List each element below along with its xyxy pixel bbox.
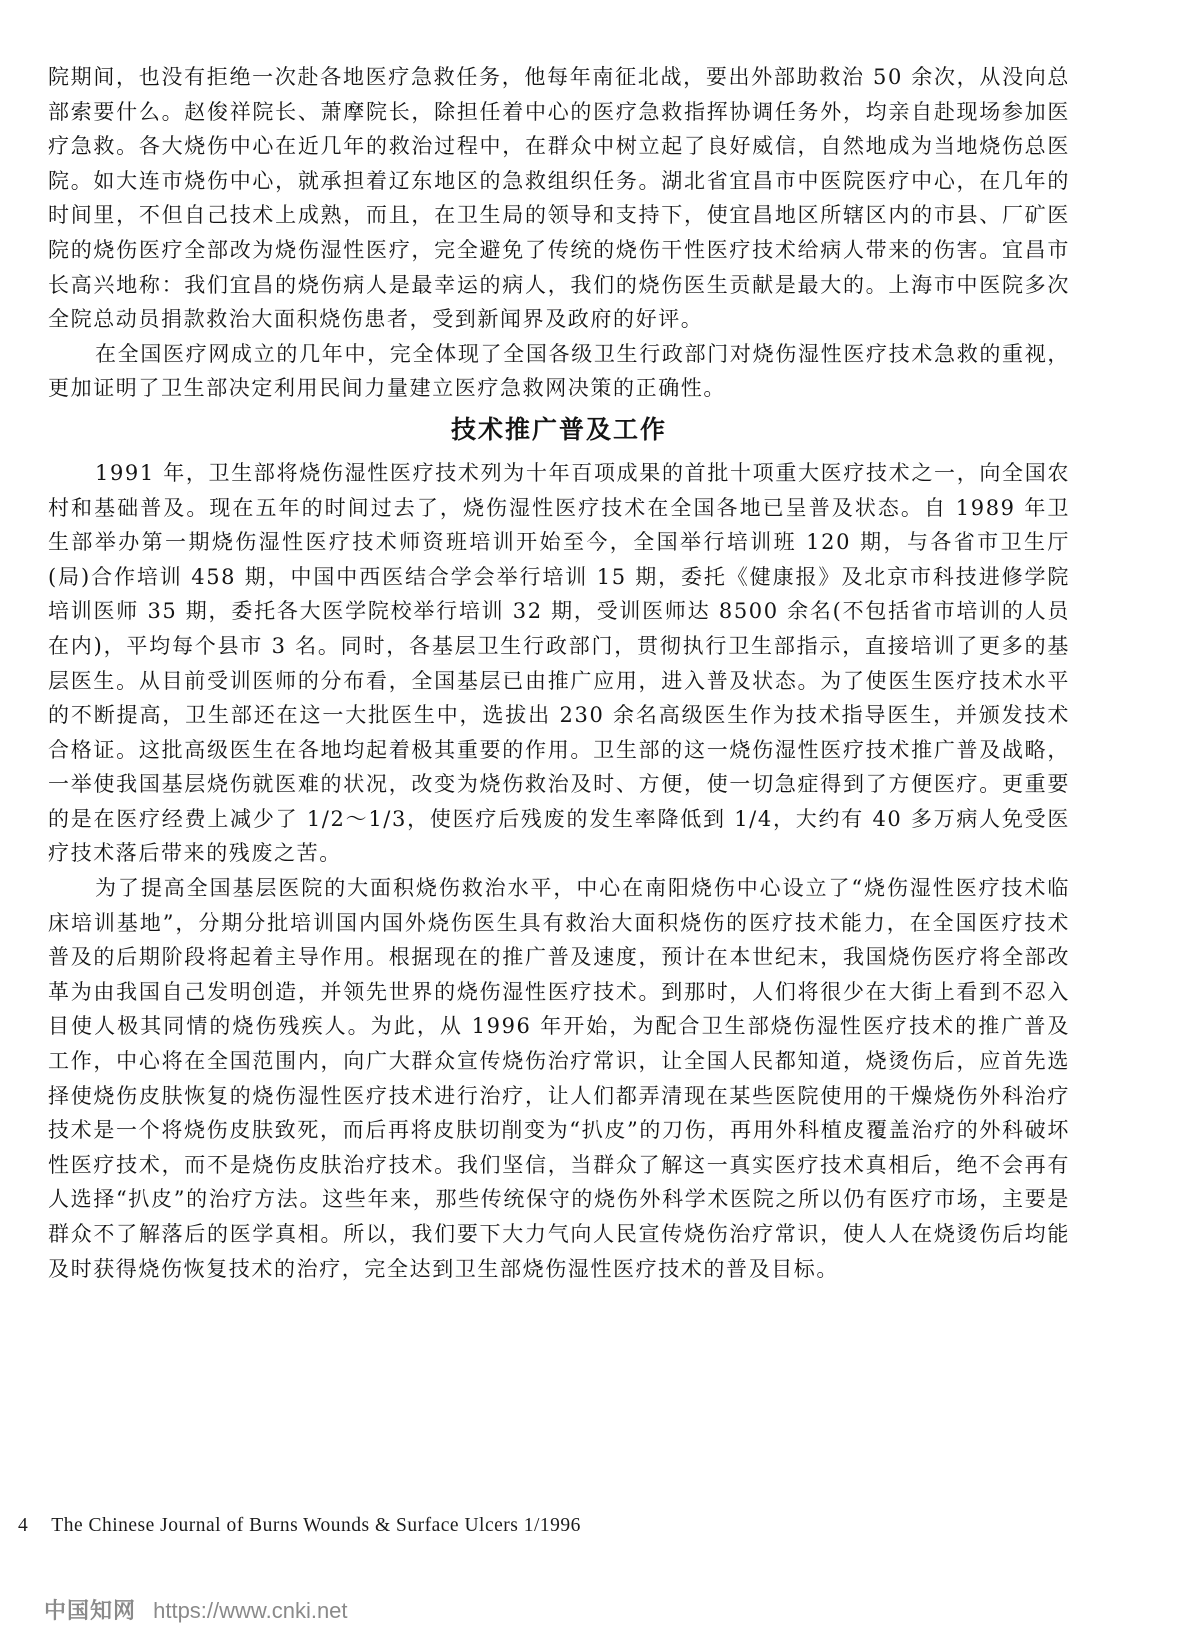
paragraph: 1991 年，卫生部将烧伤湿性医疗技术列为十年百项成果的首批十项重大医疗技术之一，向全国农村和基础普及。现在五年的时间过去了，烧伤湿性医疗技术在全国各地已呈普及状态。自 1989 年卫生部举办第一期烧伤湿性医疗技术师资班培训开始至今，全国举行培训班 120 期，与各省市卫生厅(局)合作培训 458 期，中国中西医结合学会举行培训 15 期，委托《健康报》及北京市科技进修学院培训医师 35 期，委托各大医学院校举行培训 32 期，受训医师达 8500 余名(不包括省市培训的人员在内)，平均每个县市 3 名。同时，各基层卫生行政部门，贯彻执行卫生部指示，直接培训了更多的基层医生。从目前受训医师的分布看，全国基层已由推广应用，进入普及状态。为了使医生医疗技术水平的不断提高，卫生部还在这一大批医生中，选拔出 230 余名高级医生作为技术指导医生，并颁发技术合格证。这批高级医生在各地均起着极其重要的作用。卫生部的这一烧伤湿性医疗技术推广普及战略，一举使我国基层烧伤就医难的状况，改变为烧伤救治及时、方便，使一切急症得到了方便医疗。更重要的是在医疗经费上减少了 1/2～1/3，使医疗后残废的发生率降低到 1/4，大约有 40 多万病人免受医疗技术落后带来的残废之苦。: [48, 460, 1070, 866]
article-body: [48, 60, 1070, 1286]
cnki-watermark: [44, 1594, 348, 1625]
watermark-url[interactable]: https://www.cnki.net: [153, 1598, 348, 1623]
paragraph: 在全国医疗网成立的几年中，完全体现了全国各级卫生行政部门对烧伤湿性医疗技术急救的重视，更加证明了卫生部决定利用民间力量建立医疗急救网决策的正确性。: [48, 341, 1070, 401]
page-number: 4: [18, 1515, 29, 1536]
paragraph-continued: 院期间，也没有拒绝一次赴各地医疗急救任务，他每年南征北战，要出外部助救治 50 余次，从没向总部索要什么。赵俊祥院长、萧摩院长，除担任着中心的医疗急救指挥协调任务外，均亲自赴现场参加医疗急救。各大烧伤中心在近几年的救治过程中，在群众中树立起了良好威信，自然地成为当地烧伤总医院。如大连市烧伤中心，就承担着辽东地区的急救组织任务。湖北省宜昌市中医院医疗中心，在几年的时间里，不但自己技术上成熟，而且，在卫生局的领导和支持下，使宜昌地区所辖区内的市县、厂矿医院的烧伤医疗全部改为烧伤湿性医疗，完全避免了传统的烧伤干性医疗技术给病人带来的伤害。宜昌市长高兴地称：我们宜昌的烧伤病人是最幸运的病人，我们的烧伤医生贡献是最大的。上海市中医院多次全院总动员捐款救治大面积烧伤患者，受到新闻界及政府的好评。: [48, 65, 1070, 332]
page-footer: [18, 1515, 581, 1537]
watermark-site-name: 中国知网: [44, 1599, 137, 1624]
journal-citation: The Chinese Journal of Burns Wounds & Surface Ulcers 1/1996: [51, 1515, 581, 1536]
paragraph: 为了提高全国基层医院的大面积烧伤救治水平，中心在南阳烧伤中心设立了“烧伤湿性医疗技术临床培训基地”，分期分批培训国内国外烧伤医生具有救治大面积烧伤的医疗技术能力，在全国医疗技术普及的后期阶段将起着主导作用。根据现在的推广普及速度，预计在本世纪末，我国烧伤医疗将全部改革为由我国自己发明创造，并领先世界的烧伤湿性医疗技术。到那时，人们将很少在大街上看到不忍入目使人极其同情的烧伤残疾人。为此，从 1996 年开始，为配合卫生部烧伤湿性医疗技术的推广普及工作，中心将在全国范围内，向广大群众宣传烧伤治疗常识，让全国人民都知道，烧烫伤后，应首先选择使烧伤皮肤恢复的烧伤湿性医疗技术进行治疗，让人们都弄清现在某些医院使用的干燥烧伤外科治疗技术是一个将烧伤皮肤致死，而后再将皮肤切削变为“扒皮”的刀伤，再用外科植皮覆盖治疗的外科破坏性医疗技术，而不是烧伤皮肤治疗技术。我们坚信，当群众了解这一真实医疗技术真相后，绝不会再有人选择“扒皮”的治疗方法。这些年来，那些传统保守的烧伤外科学术医院之所以仍有医疗市场，主要是群众不了解落后的医学真相。所以，我们要下大力气向人民宣传烧伤治疗常识，使人人在烧烫伤后均能及时获得烧伤恢复技术的治疗，完全达到卫生部烧伤湿性医疗技术的普及目标。: [48, 876, 1070, 1281]
section-heading: 技术推广普及工作: [450, 414, 667, 444]
